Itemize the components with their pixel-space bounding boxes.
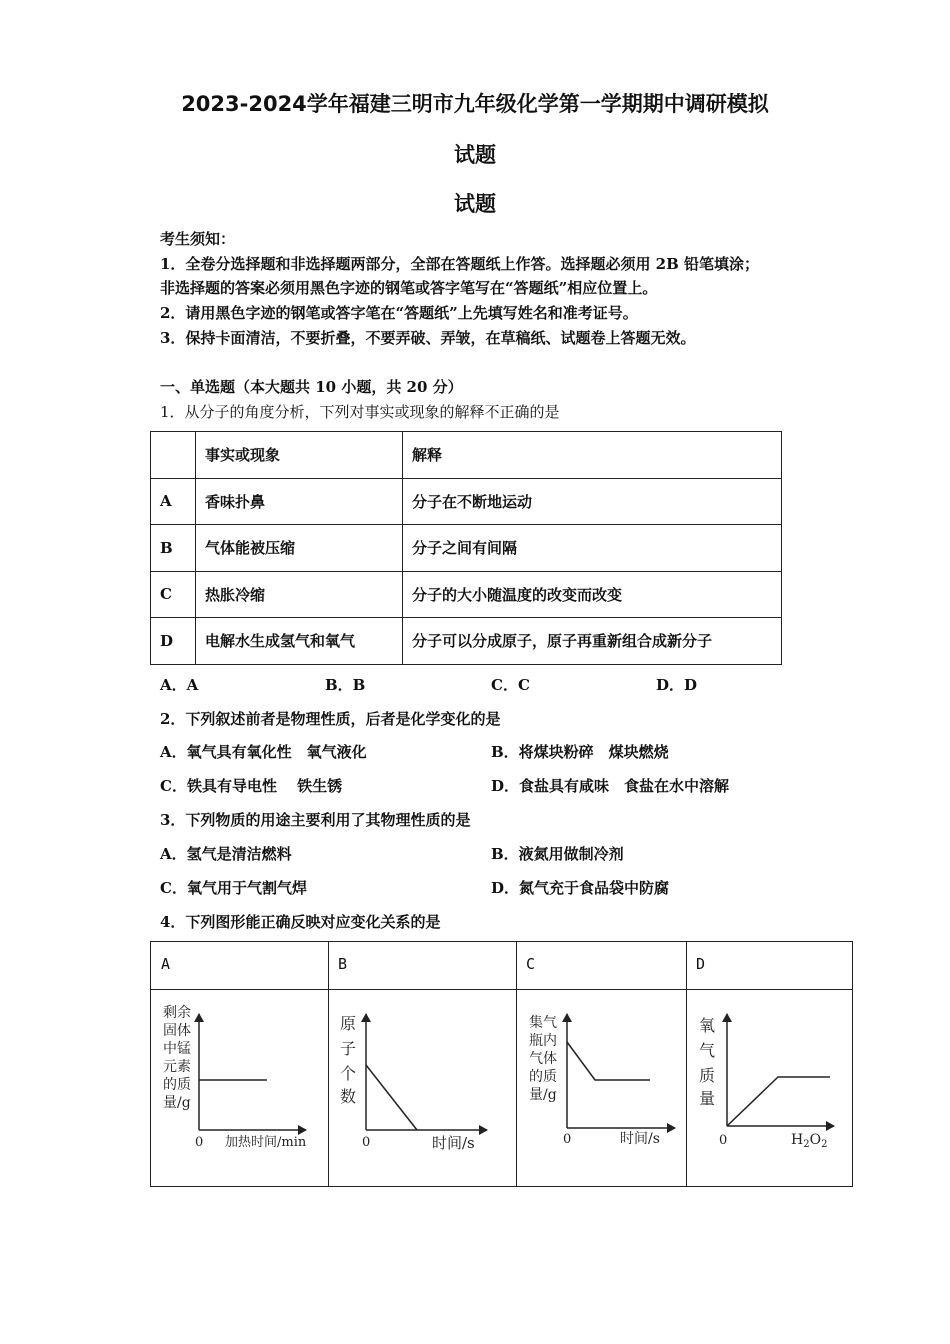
graph-c-line xyxy=(567,1042,650,1080)
graph-b-ylabel: 原 xyxy=(340,1014,357,1033)
question-1-option-d[interactable]: D．D xyxy=(656,676,698,694)
notice-item: 非选择题的答案必须用黑色字迹的钢笔或答字笔写在“答题纸”相应位置上。 xyxy=(160,279,658,297)
graph-a-ylabel: 量/g xyxy=(163,1095,191,1111)
graph-a-ylabel: 的质 xyxy=(163,1077,191,1093)
graph-d-ylabel: 气 xyxy=(699,1041,716,1060)
graph-b-line xyxy=(366,1065,417,1130)
graph-d-line xyxy=(727,1077,830,1126)
graph-b-ylabel: 数 xyxy=(340,1087,357,1106)
graph-c-origin: 0 xyxy=(563,1132,572,1147)
table-header-explanation: 解释 xyxy=(403,432,782,479)
question-3-option-d[interactable]: D．氮气充于食品袋中防腐 xyxy=(491,879,670,897)
graph-c-ylabel: 量/g xyxy=(529,1087,557,1103)
table-cell: C xyxy=(151,571,196,618)
graph-a xyxy=(163,1005,307,1150)
graph-b-ylabel: 个 xyxy=(340,1064,357,1083)
question-1-option-b[interactable]: B．B xyxy=(325,676,366,694)
graph-d-ylabel: 质 xyxy=(699,1066,716,1085)
graph-a-ylabel: 固体 xyxy=(163,1023,191,1039)
section-heading: 一、单选题（本大题共 10 小题，共 20 分） xyxy=(160,378,463,396)
table-cell: 气体能被压缩 xyxy=(196,525,403,572)
table-header-fact: 事实或现象 xyxy=(196,432,403,479)
question-2-option-d[interactable]: D．食盐具有咸味 食盐在水中溶解 xyxy=(491,777,730,795)
page-subtitle: 试题 xyxy=(454,192,496,216)
graph-a-origin: 0 xyxy=(195,1135,204,1150)
question-2-stem: 2．下列叙述前者是物理性质，后者是化学变化的是 xyxy=(160,710,501,728)
table-cell: 电解水生成氢气和氧气 xyxy=(196,618,403,665)
table-cell: B xyxy=(151,525,196,572)
question-2-option-c[interactable]: C．铁具有导电性 铁生锈 xyxy=(160,777,343,795)
question-1-option-a[interactable]: A．A xyxy=(160,676,199,694)
question-3-option-a[interactable]: A．氢气是清洁燃料 xyxy=(160,845,292,863)
graph-c-ylabel: 瓶内 xyxy=(529,1033,557,1049)
graph-a-ylabel: 元素 xyxy=(163,1059,191,1075)
question-3-option-b[interactable]: B．液氮用做制冷剂 xyxy=(491,845,624,863)
graph-c xyxy=(529,1014,675,1147)
table-cell: 分子之间有间隔 xyxy=(403,525,782,572)
graph-b-xlabel: 时间/s xyxy=(432,1134,475,1152)
graph-c-xlabel: 时间/s xyxy=(620,1131,660,1147)
graph-c-ylabel: 气体 xyxy=(529,1051,557,1067)
panel-a-label: A xyxy=(161,955,171,973)
graph-c-ylabel: 的质 xyxy=(529,1069,557,1085)
graph-b xyxy=(340,1014,487,1152)
graph-a-ylabel: 剩余 xyxy=(163,1005,191,1021)
question-2-option-a[interactable]: A．氧气具有氧化性 氧气液化 xyxy=(160,743,367,761)
graph-b-origin: 0 xyxy=(362,1135,371,1150)
table-cell: 分子在不断地运动 xyxy=(403,478,782,525)
question-2-option-b[interactable]: B．将煤块粉碎 煤块燃烧 xyxy=(491,743,669,761)
graph-d xyxy=(699,1014,834,1150)
graph-d-ylabel: 氧 xyxy=(699,1016,716,1035)
question-3-option-c[interactable]: C．氧气用于气割气焊 xyxy=(160,879,307,897)
panel-d-label: D xyxy=(696,955,706,973)
table-cell: 分子的大小随温度的改变而改变 xyxy=(403,571,782,618)
notice-item: 1．全卷分选择题和非选择题两部分，全部在答题纸上作答。选择题必须用 2B 铅笔填涂； xyxy=(160,255,760,273)
panel-c-label: C xyxy=(526,955,536,973)
table-cell: 分子可以分成原子，原子再重新组合成新分子 xyxy=(403,618,782,665)
graph-a-xlabel: 加热时间/min xyxy=(225,1135,307,1150)
question-4-stem: 4．下列图形能正确反映对应变化关系的是 xyxy=(160,913,441,931)
page-title: 2023-2024学年福建三明市九年级化学第一学期期中调研模拟 xyxy=(181,92,769,116)
notice-heading: 考生须知： xyxy=(160,230,236,248)
page-title-line2: 试题 xyxy=(454,143,496,167)
graph-c-ylabel: 集气 xyxy=(529,1015,557,1031)
table-cell: 热胀冷缩 xyxy=(196,571,403,618)
question-1-option-c[interactable]: C．C xyxy=(491,676,530,694)
graph-d-xlabel: $H_2O_2$ xyxy=(791,1132,828,1150)
graph-a-ylabel: 中锰 xyxy=(163,1041,191,1057)
graph-d-origin: 0 xyxy=(719,1133,728,1148)
graph-b-ylabel: 子 xyxy=(340,1039,357,1058)
table-cell: D xyxy=(151,618,196,665)
graph-d-ylabel: 量 xyxy=(699,1089,716,1108)
panel-b-label: B xyxy=(338,955,348,973)
question-1-stem: 1．从分子的角度分析，下列对事实或现象的解释不正确的是 xyxy=(160,403,560,421)
notice-item: 2．请用黑色字迹的钢笔或答字笔在“答题纸”上先填写姓名和准考证号。 xyxy=(160,304,638,322)
notice-item: 3．保持卡面清洁，不要折叠，不要弄破、弄皱，在草稿纸、试题卷上答题无效。 xyxy=(160,329,696,347)
table-cell: 香味扑鼻 xyxy=(196,478,403,525)
table-cell: A xyxy=(151,478,196,525)
question-3-stem: 3．下列物质的用途主要利用了其物理性质的是 xyxy=(160,811,471,829)
